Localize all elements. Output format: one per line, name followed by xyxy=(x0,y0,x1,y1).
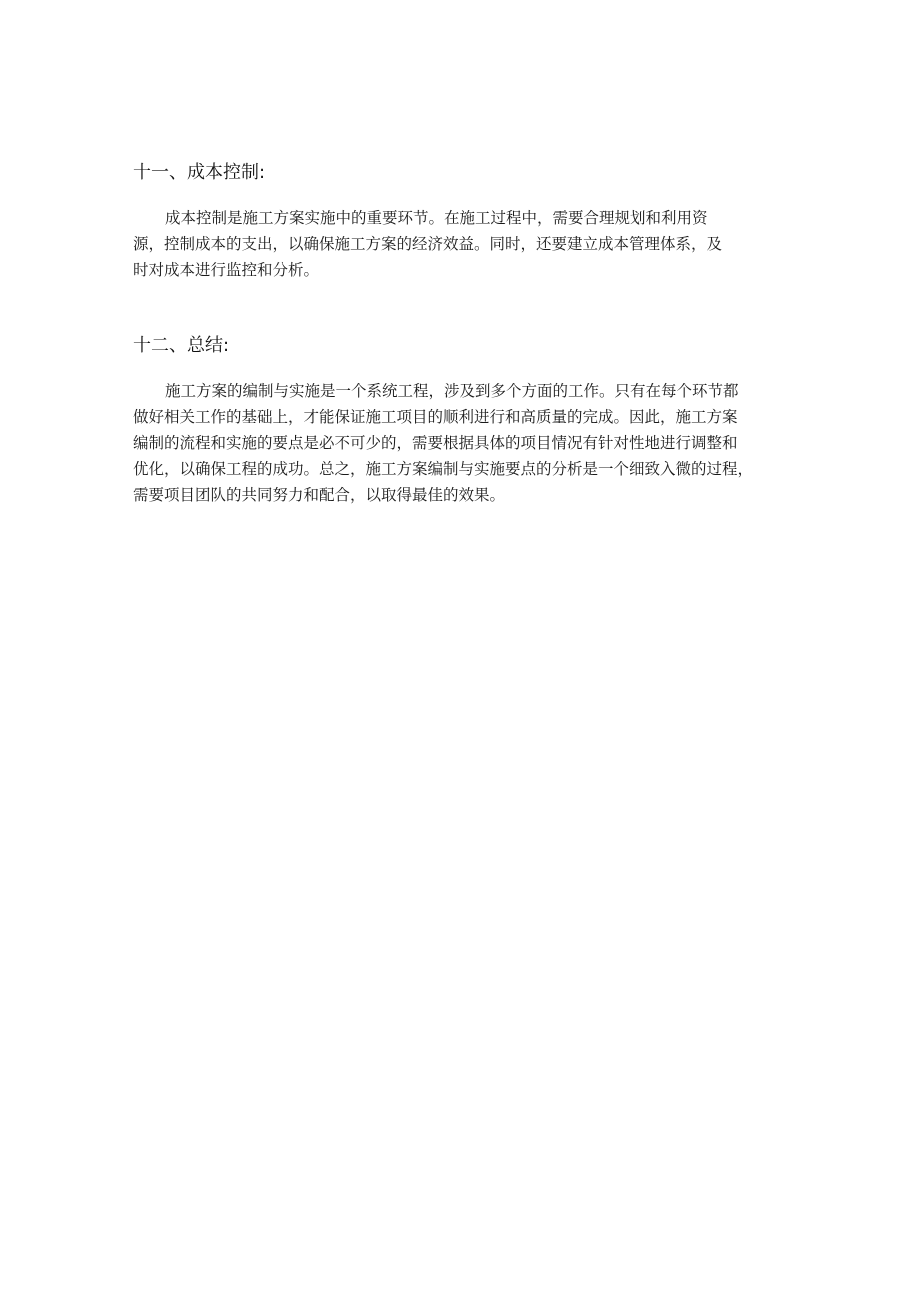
section-heading-cost-control: 十一、成本控制: xyxy=(133,162,266,183)
section-heading-summary: 十二、总结: xyxy=(133,335,230,356)
paragraph-line: 时对成本进行监控和分析。 xyxy=(133,261,320,279)
paragraph-cost-control xyxy=(133,205,793,283)
paragraph-line: 做好相关工作的基础上，才能保证施工项目的顺利进行和高质量的完成。因此，施工方案 xyxy=(133,408,738,426)
paragraph-line: 编制的流程和实施的要点是必不可少的，需要根据具体的项目情况有针对性地进行调整和 xyxy=(133,434,738,452)
paragraph-line: 需要项目团队的共同努力和配合，以取得最佳的效果。 xyxy=(133,486,506,504)
paragraph-line: 施工方案的编制与实施是一个系统工程，涉及到多个方面的工作。只有在每个环节都 xyxy=(165,382,739,400)
paragraph-summary xyxy=(133,378,793,508)
paragraph-line: 优化，以确保工程的成功。总之，施工方案编制与实施要点的分析是一个细致入微的过程， xyxy=(133,460,754,478)
paragraph-line: 源，控制成本的支出，以确保施工方案的经济效益。同时，还要建立成本管理体系，及 xyxy=(133,235,723,253)
paragraph-line: 成本控制是施工方案实施中的重要环节。在施工过程中，需要合理规划和利用资 xyxy=(165,209,708,227)
